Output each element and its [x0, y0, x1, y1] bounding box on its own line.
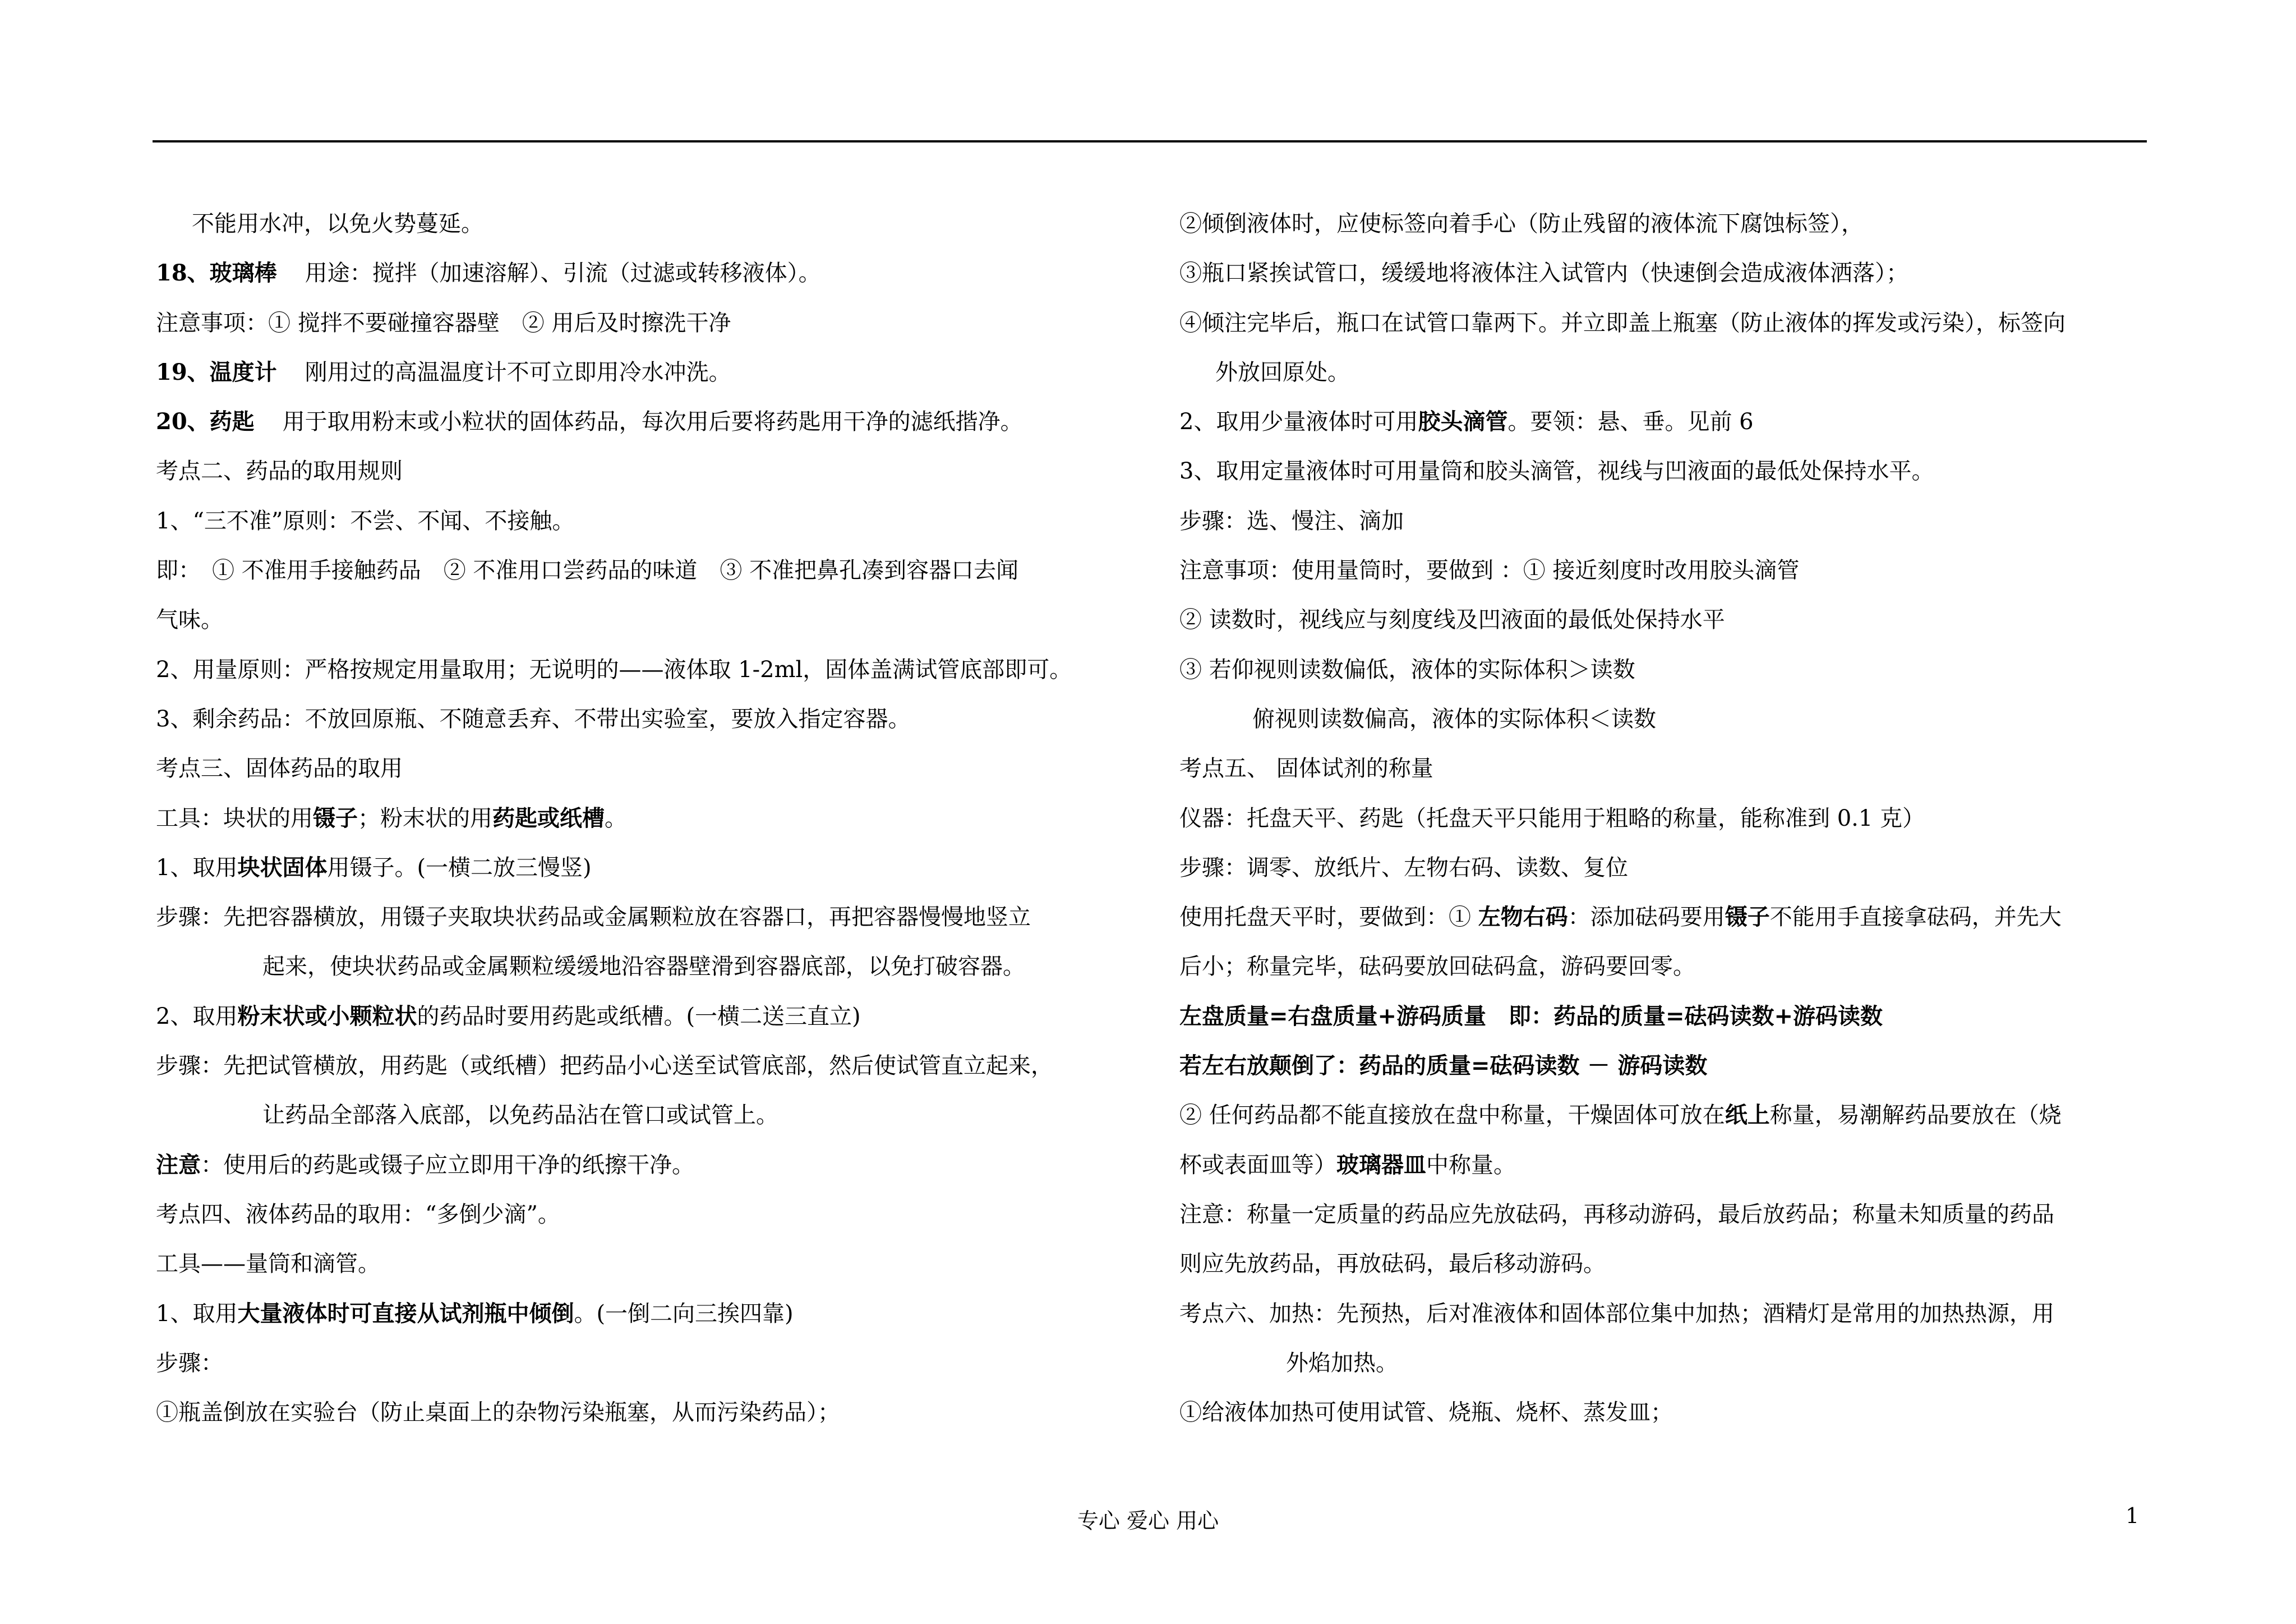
text-line [1179, 298, 2166, 348]
bold-term: 左盘质量=右盘质量+游码质量 即：药品的质量=砝码读数+游码读数 [1179, 1002, 1883, 1029]
line-text: 仪器：托盘天平、药匙（托盘天平只能用于粗略的称量，能称准到 0.1 克） [1179, 805, 1925, 831]
line-text: 1、“三不准”原则：不尝、不闻、不接触。 [156, 508, 575, 534]
text-line [1179, 1041, 2166, 1091]
text-line [156, 794, 1149, 843]
line-text: 即： ① 不准用手接触药品 ② 不准用口尝药品的味道 ③ 不准把鼻孔凑到容器口去闻 [156, 558, 1019, 584]
text-line [1179, 1190, 2166, 1239]
text-line [1179, 892, 2166, 942]
line-text: ② 读数时，视线应与刻度线及凹液面的最低处保持水平 [1179, 607, 1725, 633]
text-line [1179, 546, 2166, 595]
line-text: 注意：称量一定质量的药品应先放砝码，再移动游码，最后放药品；称量未知质量的药品 [1179, 1201, 2054, 1227]
text-line [1179, 397, 2166, 447]
line-text: 1、取用 [156, 854, 238, 881]
line-text: 步骤：调零、放纸片、左物右码、读数、复位 [1179, 854, 1628, 881]
line-text: 不能用水冲，以免火势蔓延。 [192, 211, 483, 237]
line-text: 步骤：先把容器横放，用镊子夹取块状药品或金属颗粒放在容器口，再把容器慢慢地竖立 [156, 904, 1031, 931]
text-line [156, 298, 1149, 348]
text-line [1179, 645, 2166, 694]
text-line [1179, 1338, 2166, 1388]
line-text: 。(一倒二向三挨四靠) [574, 1300, 794, 1327]
text-line [156, 397, 1149, 447]
line-text: 注意事项：使用量筒时，要做到 ：① 接近刻度时改用胶头滴管 [1179, 558, 1800, 584]
bold-term: 粉末状或小颗粒状 [237, 1002, 417, 1029]
text-line [156, 645, 1149, 694]
bold-term: 镊子 [1725, 904, 1770, 931]
text-line [156, 892, 1149, 942]
text-line [156, 447, 1149, 496]
bold-term: 块状固体 [237, 854, 328, 881]
line-text: 3、剩余药品：不放回原瓶、不随意丢弃、不带出实验室，要放入指定容器。 [156, 706, 911, 732]
text-line [156, 1091, 1149, 1140]
text-line [1179, 199, 2166, 249]
line-text: 刚用过的高温温度计不可立即用冷水冲洗。 [305, 359, 731, 385]
text-line [156, 1190, 1149, 1239]
bold-term: 胶头滴管 [1418, 408, 1508, 435]
line-text: 的药品时要用药匙或纸槽。(一横二送三直立) [417, 1003, 861, 1029]
text-line [1179, 1388, 2166, 1437]
line-text: 2、取用少量液体时可用 [1179, 409, 1418, 435]
line-text: 。 [605, 805, 627, 831]
line-text: 使用托盘天平时，要做到：① [1179, 904, 1478, 931]
line-text: 步骤：选、慢注、滴加 [1179, 508, 1404, 534]
line-text: 后小；称量完毕，砝码要放回砝码盒，游码要回零。 [1179, 954, 1695, 980]
line-text: ；粉末状的用 [358, 805, 492, 831]
bold-term: 纸上 [1725, 1102, 1770, 1129]
bold-term: 18、玻璃棒 [156, 260, 277, 287]
text-line [1179, 843, 2166, 892]
text-line [1179, 1239, 2166, 1289]
text-line [156, 942, 1149, 991]
line-text: 考点二、药品的取用规则 [156, 458, 403, 485]
footer-motto: 专心 爱心 用心 [1077, 1508, 1219, 1533]
text-line [156, 348, 1149, 397]
line-text: 俯视则读数偏高，液体的实际体积＜读数 [1252, 706, 1656, 732]
text-line [156, 694, 1149, 744]
bold-term: 大量液体时可直接从试剂瓶中倾倒 [237, 1300, 574, 1327]
line-text: 。要领：悬、垂。见前 6 [1507, 409, 1754, 435]
text-line [156, 546, 1149, 595]
text-line [1179, 348, 2166, 397]
line-text: 杯或表面皿等） [1179, 1152, 1336, 1178]
bold-term: 19、温度计 [156, 358, 277, 385]
line-text: 外焰加热。 [1286, 1350, 1398, 1376]
bold-term: 药匙或纸槽 [492, 804, 605, 831]
line-text: ①给液体加热可使用试管、烧瓶、烧杯、蒸发皿； [1179, 1400, 1673, 1426]
line-text: 外放回原处。 [1215, 359, 1350, 385]
line-text: 起来，使块状药品或金属颗粒缓缓地沿容器壁滑到容器底部，以免打破容器。 [262, 954, 1025, 980]
text-line [1179, 942, 2166, 991]
line-text: ④倾注完毕后，瓶口在试管口靠两下。并立即盖上瓶塞（防止液体的挥发或污染），标签向 [1179, 310, 2066, 336]
line-text: 考点三、固体药品的取用 [156, 756, 403, 782]
text-line [156, 496, 1149, 546]
line-text: 3、取用定量液体时可用量筒和胶头滴管，视线与凹液面的最低处保持水平。 [1179, 458, 1934, 485]
text-line [1179, 694, 2166, 744]
right-column [1179, 199, 2166, 1437]
text-line [1179, 447, 2166, 496]
text-line [156, 1388, 1149, 1437]
text-line [156, 1289, 1149, 1338]
text-line [1179, 496, 2166, 546]
line-text: 则应先放药品，再放砝码，最后移动游码。 [1179, 1251, 1606, 1277]
text-line [156, 199, 1149, 249]
bold-term: 20、药匙 [156, 408, 255, 435]
line-text: ：添加砝码要用 [1567, 904, 1725, 931]
text-line [1179, 595, 2166, 645]
bold-term: 若左右放颠倒了：药品的质量=砝码读数 － 游码读数 [1179, 1052, 1708, 1079]
line-text: 中称量。 [1426, 1152, 1516, 1178]
line-text: ③ 若仰视则读数偏低，液体的实际体积＞读数 [1179, 656, 1635, 683]
left-column [156, 199, 1149, 1437]
line-text: 2、用量原则：严格按规定用量取用；无说明的——液体取 1-2ml，固体盖满试管底部即可。 [156, 656, 1072, 683]
text-line [156, 1338, 1149, 1388]
text-line [156, 1239, 1149, 1289]
bold-term: 注意 [156, 1151, 201, 1178]
text-line [1179, 249, 2166, 298]
text-line [1179, 1289, 2166, 1338]
text-line [156, 1140, 1149, 1190]
line-text: 考点四、液体药品的取用：“多倒少滴”。 [156, 1201, 560, 1227]
line-text: 注意事项：① 搅拌不要碰撞容器壁 ② 用后及时擦洗干净 [156, 310, 731, 336]
line-text: 考点五、 固体试剂的称量 [1179, 756, 1433, 782]
text-line [156, 595, 1149, 645]
line-text: 步骤：先把试管横放，用药匙（或纸槽）把药品小心送至试管底部，然后使试管直立起来， [156, 1053, 1053, 1079]
line-text: 气味。 [156, 607, 223, 633]
bold-term: 玻璃器皿 [1336, 1151, 1426, 1178]
line-text: 1、取用 [156, 1300, 238, 1327]
line-text: 称量，易潮解药品要放在（烧 [1769, 1102, 2062, 1129]
text-line [1179, 1140, 2166, 1190]
text-line [1179, 794, 2166, 843]
text-line [1179, 744, 2166, 793]
line-text: 步骤： [156, 1350, 223, 1376]
text-line [156, 249, 1149, 298]
line-text: ② 任何药品都不能直接放在盘中称量，干燥固体可放在 [1179, 1102, 1725, 1129]
line-text: ②倾倒液体时，应使标签向着手心（防止残留的液体流下腐蚀标签）， [1179, 211, 1864, 237]
line-text: 用途：搅拌（加速溶解）、引流（过滤或转移液体）。 [305, 260, 821, 287]
text-line [156, 744, 1149, 793]
line-text: 用镊子。(一横二放三慢竖) [327, 854, 592, 881]
page-number: 1 [2126, 1503, 2140, 1528]
line-text: 用于取用粉末或小粒状的固体药品，每次用后要将药匙用干净的滤纸揩净。 [282, 409, 1023, 435]
header-rule [153, 140, 2147, 142]
bold-term: 镊子 [313, 804, 358, 831]
text-line [156, 1041, 1149, 1091]
line-text: 考点六、加热：先预热，后对准液体和固体部位集中加热；酒精灯是常用的加热热源，用 [1179, 1300, 2054, 1327]
line-text: 工具——量筒和滴管。 [156, 1251, 380, 1277]
bold-term: 左物右码 [1478, 904, 1568, 931]
text-line [156, 992, 1149, 1041]
line-text: 让药品全部落入底部，以免药品沾在管口或试管上。 [262, 1102, 778, 1129]
line-text: 工具：块状的用 [156, 805, 313, 831]
text-line [156, 843, 1149, 892]
line-text: 不能用手直接拿砝码，并先大 [1769, 904, 2062, 931]
text-line [1179, 992, 2166, 1041]
line-text: ③瓶口紧挨试管口，缓缓地将液体注入试管内（快速倒会造成液体洒落）； [1179, 260, 1908, 287]
line-text: ：使用后的药匙或镊子应立即用干净的纸擦干净。 [201, 1152, 694, 1178]
line-text: 2、取用 [156, 1003, 238, 1029]
text-line [1179, 1091, 2166, 1140]
line-text: ①瓶盖倒放在实验台（防止桌面上的杂物污染瓶塞，从而污染药品）； [156, 1400, 840, 1426]
